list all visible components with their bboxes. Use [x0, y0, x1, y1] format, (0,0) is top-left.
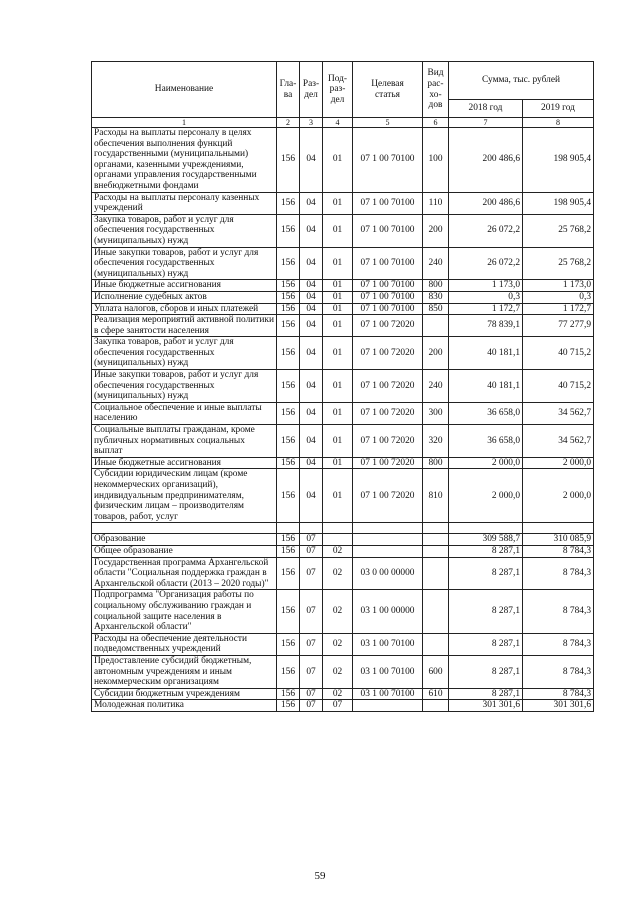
cell-target: [353, 545, 423, 557]
colnum: 8: [523, 118, 594, 128]
cell-podrazdel: 01: [323, 469, 353, 523]
cell-podrazdel: 02: [323, 688, 353, 700]
cell-y2018: 36 658,0: [449, 425, 523, 458]
table-row: [92, 402, 594, 424]
cell-y2018: 78 839,1: [449, 315, 523, 337]
cell-razdel: 04: [300, 315, 323, 337]
cell-podrazdel: [323, 523, 353, 534]
header-name: Наименование: [92, 62, 277, 118]
header-glava: Гла- ва: [277, 62, 300, 118]
cell-y2018: 2 000,0: [449, 469, 523, 523]
cell-name: Социальные выплаты гражданам, кроме публичных нормативных социальных выплат: [92, 425, 277, 458]
cell-vid: 850: [423, 303, 449, 315]
cell-glava: 156: [277, 534, 300, 546]
cell-razdel: 04: [300, 402, 323, 424]
cell-vid: [423, 633, 449, 655]
page-number: 59: [314, 870, 326, 882]
table-row: [92, 280, 594, 292]
cell-vid: [423, 700, 449, 712]
cell-target: 07 1 00 70100: [353, 291, 423, 303]
table-row: [92, 425, 594, 458]
colnum: 7: [449, 118, 523, 128]
cell-y2019: 1 172,7: [523, 303, 594, 315]
cell-vid: 300: [423, 402, 449, 424]
cell-target: 07 1 00 72020: [353, 337, 423, 370]
cell-y2018: 40 181,1: [449, 370, 523, 403]
cell-y2018: 1 173,0: [449, 280, 523, 292]
cell-razdel: 07: [300, 545, 323, 557]
cell-y2018: 26 072,2: [449, 247, 523, 280]
cell-glava: 156: [277, 688, 300, 700]
table-row: [92, 128, 594, 193]
cell-glava: 156: [277, 469, 300, 523]
cell-name: Иные бюджетные ассигнования: [92, 457, 277, 469]
cell-y2019: 25 768,2: [523, 247, 594, 280]
cell-razdel: 04: [300, 337, 323, 370]
cell-y2019: 1 173,0: [523, 280, 594, 292]
cell-y2019: 8 784,3: [523, 655, 594, 688]
cell-y2019: 8 784,3: [523, 557, 594, 590]
cell-name: Иные закупки товаров, работ и услуг для обеспечения государственных (муниципальных) нужд: [92, 370, 277, 403]
cell-glava: 156: [277, 545, 300, 557]
cell-target: [353, 534, 423, 546]
cell-vid: 100: [423, 128, 449, 193]
cell-glava: 156: [277, 425, 300, 458]
cell-y2019: 198 905,4: [523, 192, 594, 214]
cell-podrazdel: 01: [323, 291, 353, 303]
cell-y2018: 8 287,1: [449, 633, 523, 655]
cell-name: Закупка товаров, работ и услуг для обеспечения государственных (муниципальных) нужд: [92, 337, 277, 370]
cell-razdel: 04: [300, 291, 323, 303]
cell-podrazdel: 01: [323, 425, 353, 458]
cell-glava: 156: [277, 303, 300, 315]
cell-vid: 200: [423, 214, 449, 247]
table-row: [92, 545, 594, 557]
table-row: [92, 315, 594, 337]
cell-glava: 156: [277, 291, 300, 303]
cell-podrazdel: 02: [323, 590, 353, 633]
cell-y2019: 8 784,3: [523, 545, 594, 557]
cell-podrazdel: 01: [323, 192, 353, 214]
cell-razdel: 07: [300, 633, 323, 655]
cell-vid: 800: [423, 457, 449, 469]
table-body: [92, 118, 594, 712]
cell-name: Молодежная политика: [92, 700, 277, 712]
cell-y2018: 301 301,6: [449, 700, 523, 712]
colnum: 4: [323, 118, 353, 128]
cell-razdel: 07: [300, 557, 323, 590]
table-row: [92, 457, 594, 469]
cell-vid: 610: [423, 688, 449, 700]
cell-target: 07 1 00 70100: [353, 128, 423, 193]
colnum: 2: [277, 118, 300, 128]
cell-target: 07 1 00 70100: [353, 247, 423, 280]
cell-y2018: 8 287,1: [449, 545, 523, 557]
cell-y2018: 8 287,1: [449, 590, 523, 633]
cell-glava: 156: [277, 280, 300, 292]
cell-podrazdel: 01: [323, 457, 353, 469]
table-row: [92, 192, 594, 214]
cell-podrazdel: 01: [323, 303, 353, 315]
cell-razdel: 04: [300, 214, 323, 247]
cell-glava: 156: [277, 457, 300, 469]
cell-y2018: 40 181,1: [449, 337, 523, 370]
cell-target: 07 1 00 72020: [353, 469, 423, 523]
cell-name: Социальное обеспечение и иные выплаты населению: [92, 402, 277, 424]
cell-podrazdel: 01: [323, 128, 353, 193]
cell-y2018: 0,3: [449, 291, 523, 303]
cell-name: Закупка товаров, работ и услуг для обеспечения государственных (муниципальных) нужд: [92, 214, 277, 247]
cell-glava: 156: [277, 192, 300, 214]
table-row: [92, 523, 594, 534]
cell-razdel: 07: [300, 688, 323, 700]
cell-name: Подпрограмма "Организация работы по социальному обслуживанию граждан и социальной защите населения в Архангельской области": [92, 590, 277, 633]
cell-vid: 200: [423, 337, 449, 370]
cell-glava: 156: [277, 247, 300, 280]
colnum: 5: [353, 118, 423, 128]
cell-target: 07 1 00 70100: [353, 280, 423, 292]
cell-y2019: 2 000,0: [523, 457, 594, 469]
table-row: [92, 303, 594, 315]
cell-name: Образование: [92, 534, 277, 546]
cell-podrazdel: 01: [323, 370, 353, 403]
table-row: [92, 557, 594, 590]
cell-y2019: 8 784,3: [523, 688, 594, 700]
cell-podrazdel: 07: [323, 700, 353, 712]
table-row: [92, 291, 594, 303]
cell-vid: 810: [423, 469, 449, 523]
cell-podrazdel: 02: [323, 633, 353, 655]
cell-name: Субсидии бюджетным учреждениям: [92, 688, 277, 700]
cell-vid: [423, 534, 449, 546]
header-vid: Вид рас- хо- дов: [423, 62, 449, 118]
cell-razdel: 04: [300, 457, 323, 469]
table-row: [92, 688, 594, 700]
cell-target: 03 1 00 70100: [353, 655, 423, 688]
cell-glava: 156: [277, 557, 300, 590]
table-row: [92, 214, 594, 247]
cell-razdel: 04: [300, 128, 323, 193]
cell-podrazdel: 01: [323, 337, 353, 370]
cell-y2019: 34 562,7: [523, 402, 594, 424]
cell-target: 03 0 00 00000: [353, 557, 423, 590]
table-row: [92, 370, 594, 403]
cell-glava: 156: [277, 402, 300, 424]
cell-target: 03 1 00 70100: [353, 688, 423, 700]
cell-vid: 240: [423, 247, 449, 280]
table-row: [92, 633, 594, 655]
cell-razdel: [300, 523, 323, 534]
cell-name: Иные бюджетные ассигнования: [92, 280, 277, 292]
cell-vid: 600: [423, 655, 449, 688]
cell-glava: 156: [277, 370, 300, 403]
cell-target: 07 1 00 72020: [353, 402, 423, 424]
column-numbers-row: [92, 118, 594, 128]
cell-y2018: 8 287,1: [449, 557, 523, 590]
cell-razdel: 04: [300, 247, 323, 280]
cell-podrazdel: 02: [323, 557, 353, 590]
cell-razdel: 07: [300, 700, 323, 712]
cell-y2019: 198 905,4: [523, 128, 594, 193]
cell-vid: [423, 315, 449, 337]
cell-glava: 156: [277, 128, 300, 193]
cell-y2019: 34 562,7: [523, 425, 594, 458]
cell-glava: 156: [277, 590, 300, 633]
cell-target: 07 1 00 72020: [353, 457, 423, 469]
cell-y2019: 301 301,6: [523, 700, 594, 712]
cell-podrazdel: 01: [323, 402, 353, 424]
cell-y2018: 8 287,1: [449, 688, 523, 700]
cell-y2019: 310 085,9: [523, 534, 594, 546]
cell-vid: [423, 557, 449, 590]
cell-glava: 156: [277, 337, 300, 370]
cell-target: 07 1 00 72020: [353, 425, 423, 458]
cell-name: Реализация мероприятий активной политики в сфере занятости населения: [92, 315, 277, 337]
cell-y2018: 200 486,6: [449, 128, 523, 193]
table-row: [92, 247, 594, 280]
cell-name: Общее образование: [92, 545, 277, 557]
cell-y2019: 8 784,3: [523, 590, 594, 633]
cell-name: Расходы на обеспечение деятельности подведомственных учреждений: [92, 633, 277, 655]
cell-vid: 320: [423, 425, 449, 458]
table-row: [92, 700, 594, 712]
cell-name: Исполнение судебных актов: [92, 291, 277, 303]
cell-glava: 156: [277, 315, 300, 337]
cell-razdel: 07: [300, 534, 323, 546]
cell-target: 07 1 00 72020: [353, 370, 423, 403]
cell-name: Уплата налогов, сборов и иных платежей: [92, 303, 277, 315]
cell-podrazdel: 01: [323, 214, 353, 247]
cell-y2019: 0,3: [523, 291, 594, 303]
cell-y2019: 25 768,2: [523, 214, 594, 247]
cell-razdel: 04: [300, 280, 323, 292]
table-row: [92, 337, 594, 370]
cell-y2018: 36 658,0: [449, 402, 523, 424]
cell-podrazdel: 02: [323, 545, 353, 557]
colnum: 3: [300, 118, 323, 128]
cell-name: Расходы на выплаты персоналу казенных учреждений: [92, 192, 277, 214]
header-target: Целевая статья: [353, 62, 423, 118]
cell-y2019: 2 000,0: [523, 469, 594, 523]
budget-table: [91, 61, 594, 712]
cell-glava: [277, 523, 300, 534]
cell-vid: [423, 590, 449, 633]
cell-razdel: 04: [300, 192, 323, 214]
cell-glava: 156: [277, 655, 300, 688]
cell-vid: [423, 523, 449, 534]
cell-y2018: 26 072,2: [449, 214, 523, 247]
cell-razdel: 07: [300, 655, 323, 688]
cell-y2019: [523, 523, 594, 534]
colnum: 6: [423, 118, 449, 128]
cell-y2018: [449, 523, 523, 534]
header-sum: Сумма, тыс. рублей: [449, 62, 594, 100]
cell-name: [92, 523, 277, 534]
table-row: [92, 469, 594, 523]
cell-glava: 156: [277, 214, 300, 247]
cell-podrazdel: 02: [323, 655, 353, 688]
cell-podrazdel: 01: [323, 280, 353, 292]
table-row: [92, 590, 594, 633]
cell-vid: 110: [423, 192, 449, 214]
cell-razdel: 04: [300, 469, 323, 523]
cell-target: 07 1 00 70100: [353, 192, 423, 214]
cell-glava: 156: [277, 633, 300, 655]
colnum: 1: [92, 118, 277, 128]
cell-vid: [423, 545, 449, 557]
cell-target: 07 1 00 70100: [353, 214, 423, 247]
cell-vid: 800: [423, 280, 449, 292]
cell-podrazdel: [323, 534, 353, 546]
cell-podrazdel: 01: [323, 315, 353, 337]
cell-razdel: 04: [300, 425, 323, 458]
cell-target: 07 1 00 72020: [353, 315, 423, 337]
cell-y2018: 1 172,7: [449, 303, 523, 315]
cell-name: Субсидии юридическим лицам (кроме некоммерческих организаций), индивидуальным предпринимателям, физическим лицам – производителям товаров, работ, услуг: [92, 469, 277, 523]
cell-name: Расходы на выплаты персоналу в целях обеспечения выполнения функций государственными (муниципальными) органами, казенными учреждениями, органами управления государственными внебюджетными фондами: [92, 128, 277, 193]
cell-y2019: 77 277,9: [523, 315, 594, 337]
cell-vid: 830: [423, 291, 449, 303]
cell-podrazdel: 01: [323, 247, 353, 280]
header-y2018: 2018 год: [449, 100, 523, 118]
cell-razdel: 07: [300, 590, 323, 633]
header-razdel: Раз- дел: [300, 62, 323, 118]
cell-y2019: 40 715,2: [523, 337, 594, 370]
cell-target: 07 1 00 70100: [353, 303, 423, 315]
cell-vid: 240: [423, 370, 449, 403]
cell-target: 03 1 00 70100: [353, 633, 423, 655]
cell-razdel: 04: [300, 370, 323, 403]
header-y2019: 2019 год: [523, 100, 594, 118]
cell-y2018: 200 486,6: [449, 192, 523, 214]
cell-y2018: 309 588,7: [449, 534, 523, 546]
cell-target: [353, 700, 423, 712]
cell-razdel: 04: [300, 303, 323, 315]
cell-target: 03 1 00 00000: [353, 590, 423, 633]
cell-target: [353, 523, 423, 534]
cell-name: Предоставление субсидий бюджетным, автономным учреждениям и иным некоммерческим организациям: [92, 655, 277, 688]
header-podrazdel: Под- раз- дел: [323, 62, 353, 118]
table-row: [92, 534, 594, 546]
table-row: [92, 655, 594, 688]
cell-y2018: 8 287,1: [449, 655, 523, 688]
cell-name: Иные закупки товаров, работ и услуг для обеспечения государственных (муниципальных) нужд: [92, 247, 277, 280]
cell-y2018: 2 000,0: [449, 457, 523, 469]
cell-y2019: 40 715,2: [523, 370, 594, 403]
cell-glava: 156: [277, 700, 300, 712]
cell-y2019: 8 784,3: [523, 633, 594, 655]
cell-name: Государственная программа Архангельской области "Социальная поддержка граждан в Архангельской области (2013 – 2020 годы)": [92, 557, 277, 590]
